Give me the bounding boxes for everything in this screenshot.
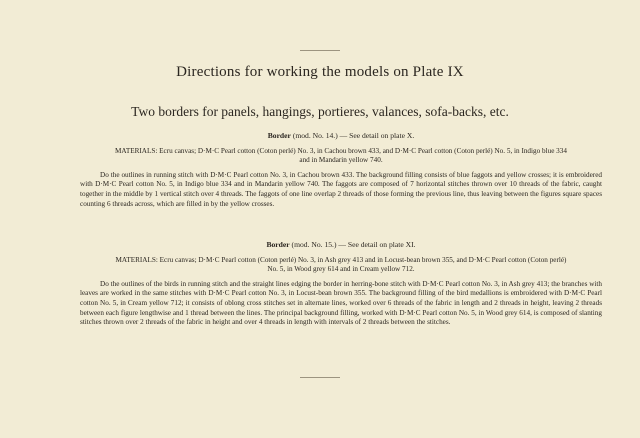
bottom-divider	[300, 377, 340, 378]
border-heading-2	[80, 240, 602, 250]
top-divider	[300, 50, 340, 51]
instructions-2: Do the outlines of the birds in running stitch and the straight lines edging the border in herring-bone stitch with D·M·C Pearl cotton No. 3, in Ash grey 413; the branches with leaves are worked in the same stitches with D·M·C Pearl cotton No. 3, in Locust-bean brown 355. The background filling of the bird medallions is embroidered with D·M·C Pearl cotton No. 5, in Cream yellow 712; it consists of oblong cross stitches set in alternate lines, worked over 6 threads of the fabric in length and 2 threads in height, leaving 2 threads between each figure lengthwise and 1 thread between the lines. The principal background filling, worked with D·M·C Pearl cotton No. 5, in Wood grey 614, is composed of slanting stitches thrown over 2 threads of the fabric in height and over 4 threads in length with intervals of 2 threads between the stitches.	[80, 279, 602, 327]
materials-2: MATERIALS: Ecru canvas; D·M·C Pearl cotton (Coton perlé) No. 3, in Ash grey 413 and in Locust-bean brown 355, and D·M·C Pearl cotton (Coton perlé) No. 5, in Wood grey 614 and in Cream yellow 712.	[115, 255, 567, 274]
materials-1: MATERIALS: Ecru canvas; D·M·C Pearl cotton (Coton perlé) No. 3, in Cachou brown 433, and D·M·C Pearl cotton (Coton perlé) No. 5, in Indigo blue 334 and in Mandarin yellow 740.	[115, 146, 567, 165]
page-title: Directions for working the models on Plate IX	[176, 64, 464, 80]
border-section-1	[80, 131, 602, 209]
border-section-2	[80, 240, 602, 328]
border-ref: (mod. No. 15.) — See detail on plate XI.	[291, 240, 416, 249]
border-heading-1	[80, 131, 602, 141]
instructions-1: Do the outlines in running stitch with D·M·C Pearl cotton No. 3, in Cachou brown 433. The background filling consists of blue faggots and yellow crosses; it is embroidered with D·M·C Pearl cotton No. 5, in Indigo blue 334 and in Mandarin yellow 740. The faggots are composed of 7 horizontal stitches thrown over 10 threads of the fabric, caught together in the middle by 1 vertical stitch over 4 threads. The faggots of one line overlap 2 threads of those forming the previous line, thus leaving between the figures square spaces counting 6 threads across, which are filled in by the yellow crosses.	[80, 170, 602, 208]
border-label: Border	[266, 240, 290, 249]
border-ref: (mod. No. 14.) — See detail on plate X.	[292, 131, 415, 140]
border-label: Border	[267, 131, 291, 140]
page-subtitle: Two borders for panels, hangings, portieres, valances, sofa-backs, etc.	[131, 104, 509, 119]
